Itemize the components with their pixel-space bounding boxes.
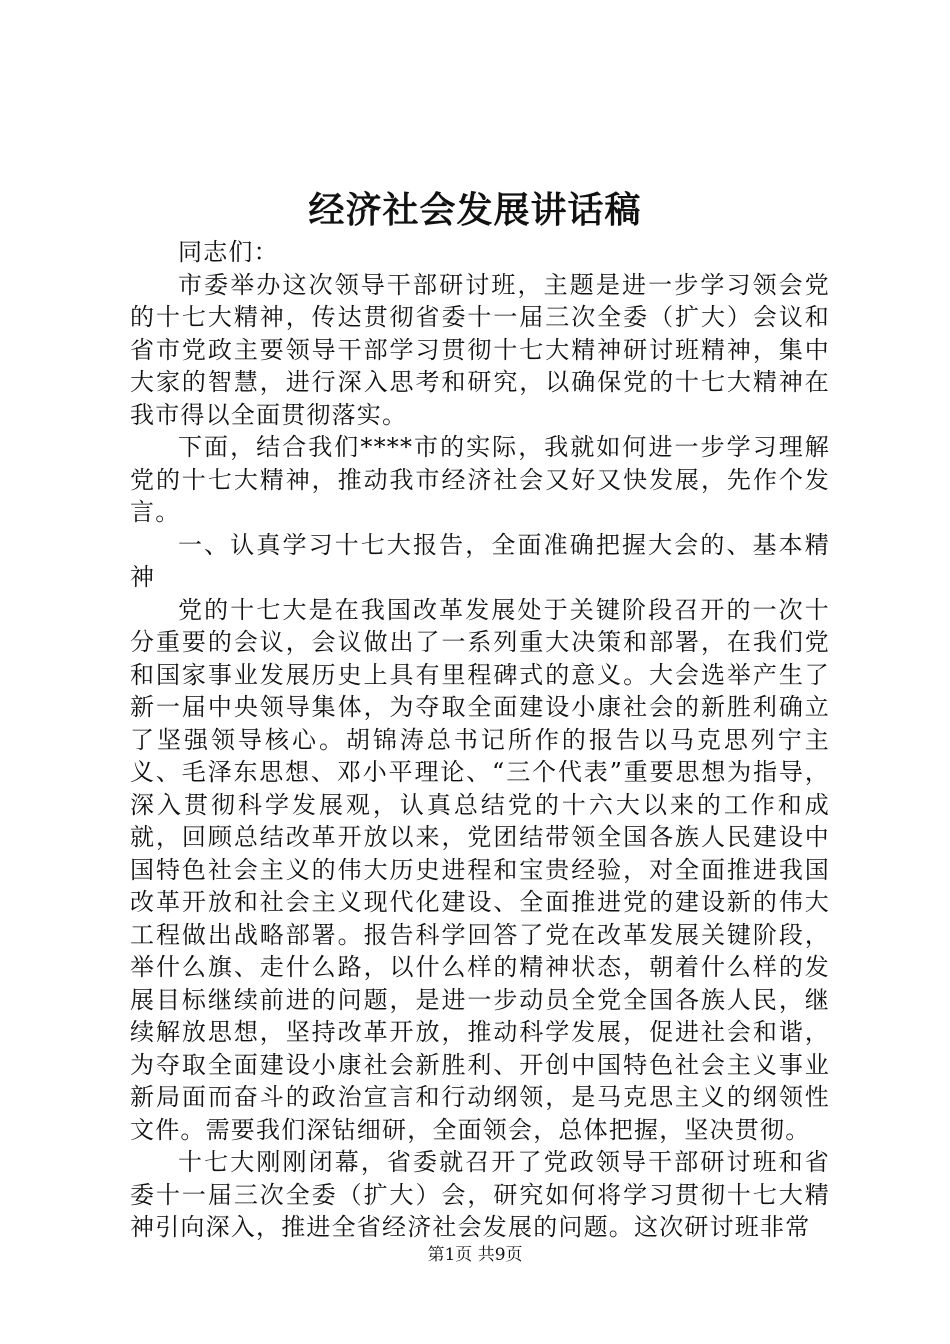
paragraph-2: 下面，结合我们****市的实际，我就如何进一步学习理解党的十七大精神，推动我市经济社会又好又快发展，先作个发言。 [130, 433, 830, 526]
paragraph-1: 市委举办这次领导干部研讨班，主题是进一步学习领会党的十七大精神，传达贯彻省委十一届三次全委（扩大）会议和省市党政主要领导干部学习贯彻十七大精神研讨班精神，集中大家的智慧，进行深入思考和研究，以确保党的十七大精神在我市得以全面贯彻落实。 [130, 270, 830, 429]
document-title: 经济社会发展讲话稿 [308, 189, 642, 231]
document-body [130, 236, 830, 1244]
page-footer: 第1页 共9页 [427, 1245, 523, 1265]
section-heading-1: 一、认真学习十七大报告，全面准确把握大会的、基本精神 [130, 530, 830, 591]
salutation: 同志们： [178, 238, 279, 266]
paragraph-3: 党的十七大是在我国改革发展处于关键阶段召开的一次十分重要的会议，会议做出了一系列重大决策和部署，在我们党和国家事业发展历史上具有里程碑式的意义。大会选举产生了新一届中央领导集体，为夺取全面建设小康社会的新胜利确立了坚强领导核心。胡锦涛总书记所作的报告以马克思列宁主义、毛泽东思想、邓小平理论、“三个代表”重要思想为指导，深入贯彻科学发展观，认真总结党的十六大以来的工作和成就，回顾总结改革开放以来，党团结带领全国各族人民建设中国特色社会主义的伟大历史进程和宝贵经验，对全面推进我国改革开放和社会主义现代化建设、全面推进党的建设新的伟大工程做出战略部署。报告科学回答了党在改革发展关键阶段，举什么旗、走什么路，以什么样的精神状态，朝着什么样的发展目标继续前进的问题，是进一步动员全党全国各族人民，继续解放思想，坚持改革开放，推动科学发展，促进社会和谐，为夺取全面建设小康社会新胜利、开创中国特色社会主义事业新局面而奋斗的政治宣言和行动纲领，是马克思主义的纲领性文件。需要我们深钻细研，全面领会，总体把握，坚决贯彻。 [130, 595, 830, 1144]
paragraph-4: 十七大刚刚闭幕，省委就召开了党政领导干部研讨班和省委十一届三次全委（扩大）会，研究如何将学习贯彻十七大精神引向深入，推进全省经济社会发展的问题。这次研讨班非常 [130, 1148, 830, 1241]
